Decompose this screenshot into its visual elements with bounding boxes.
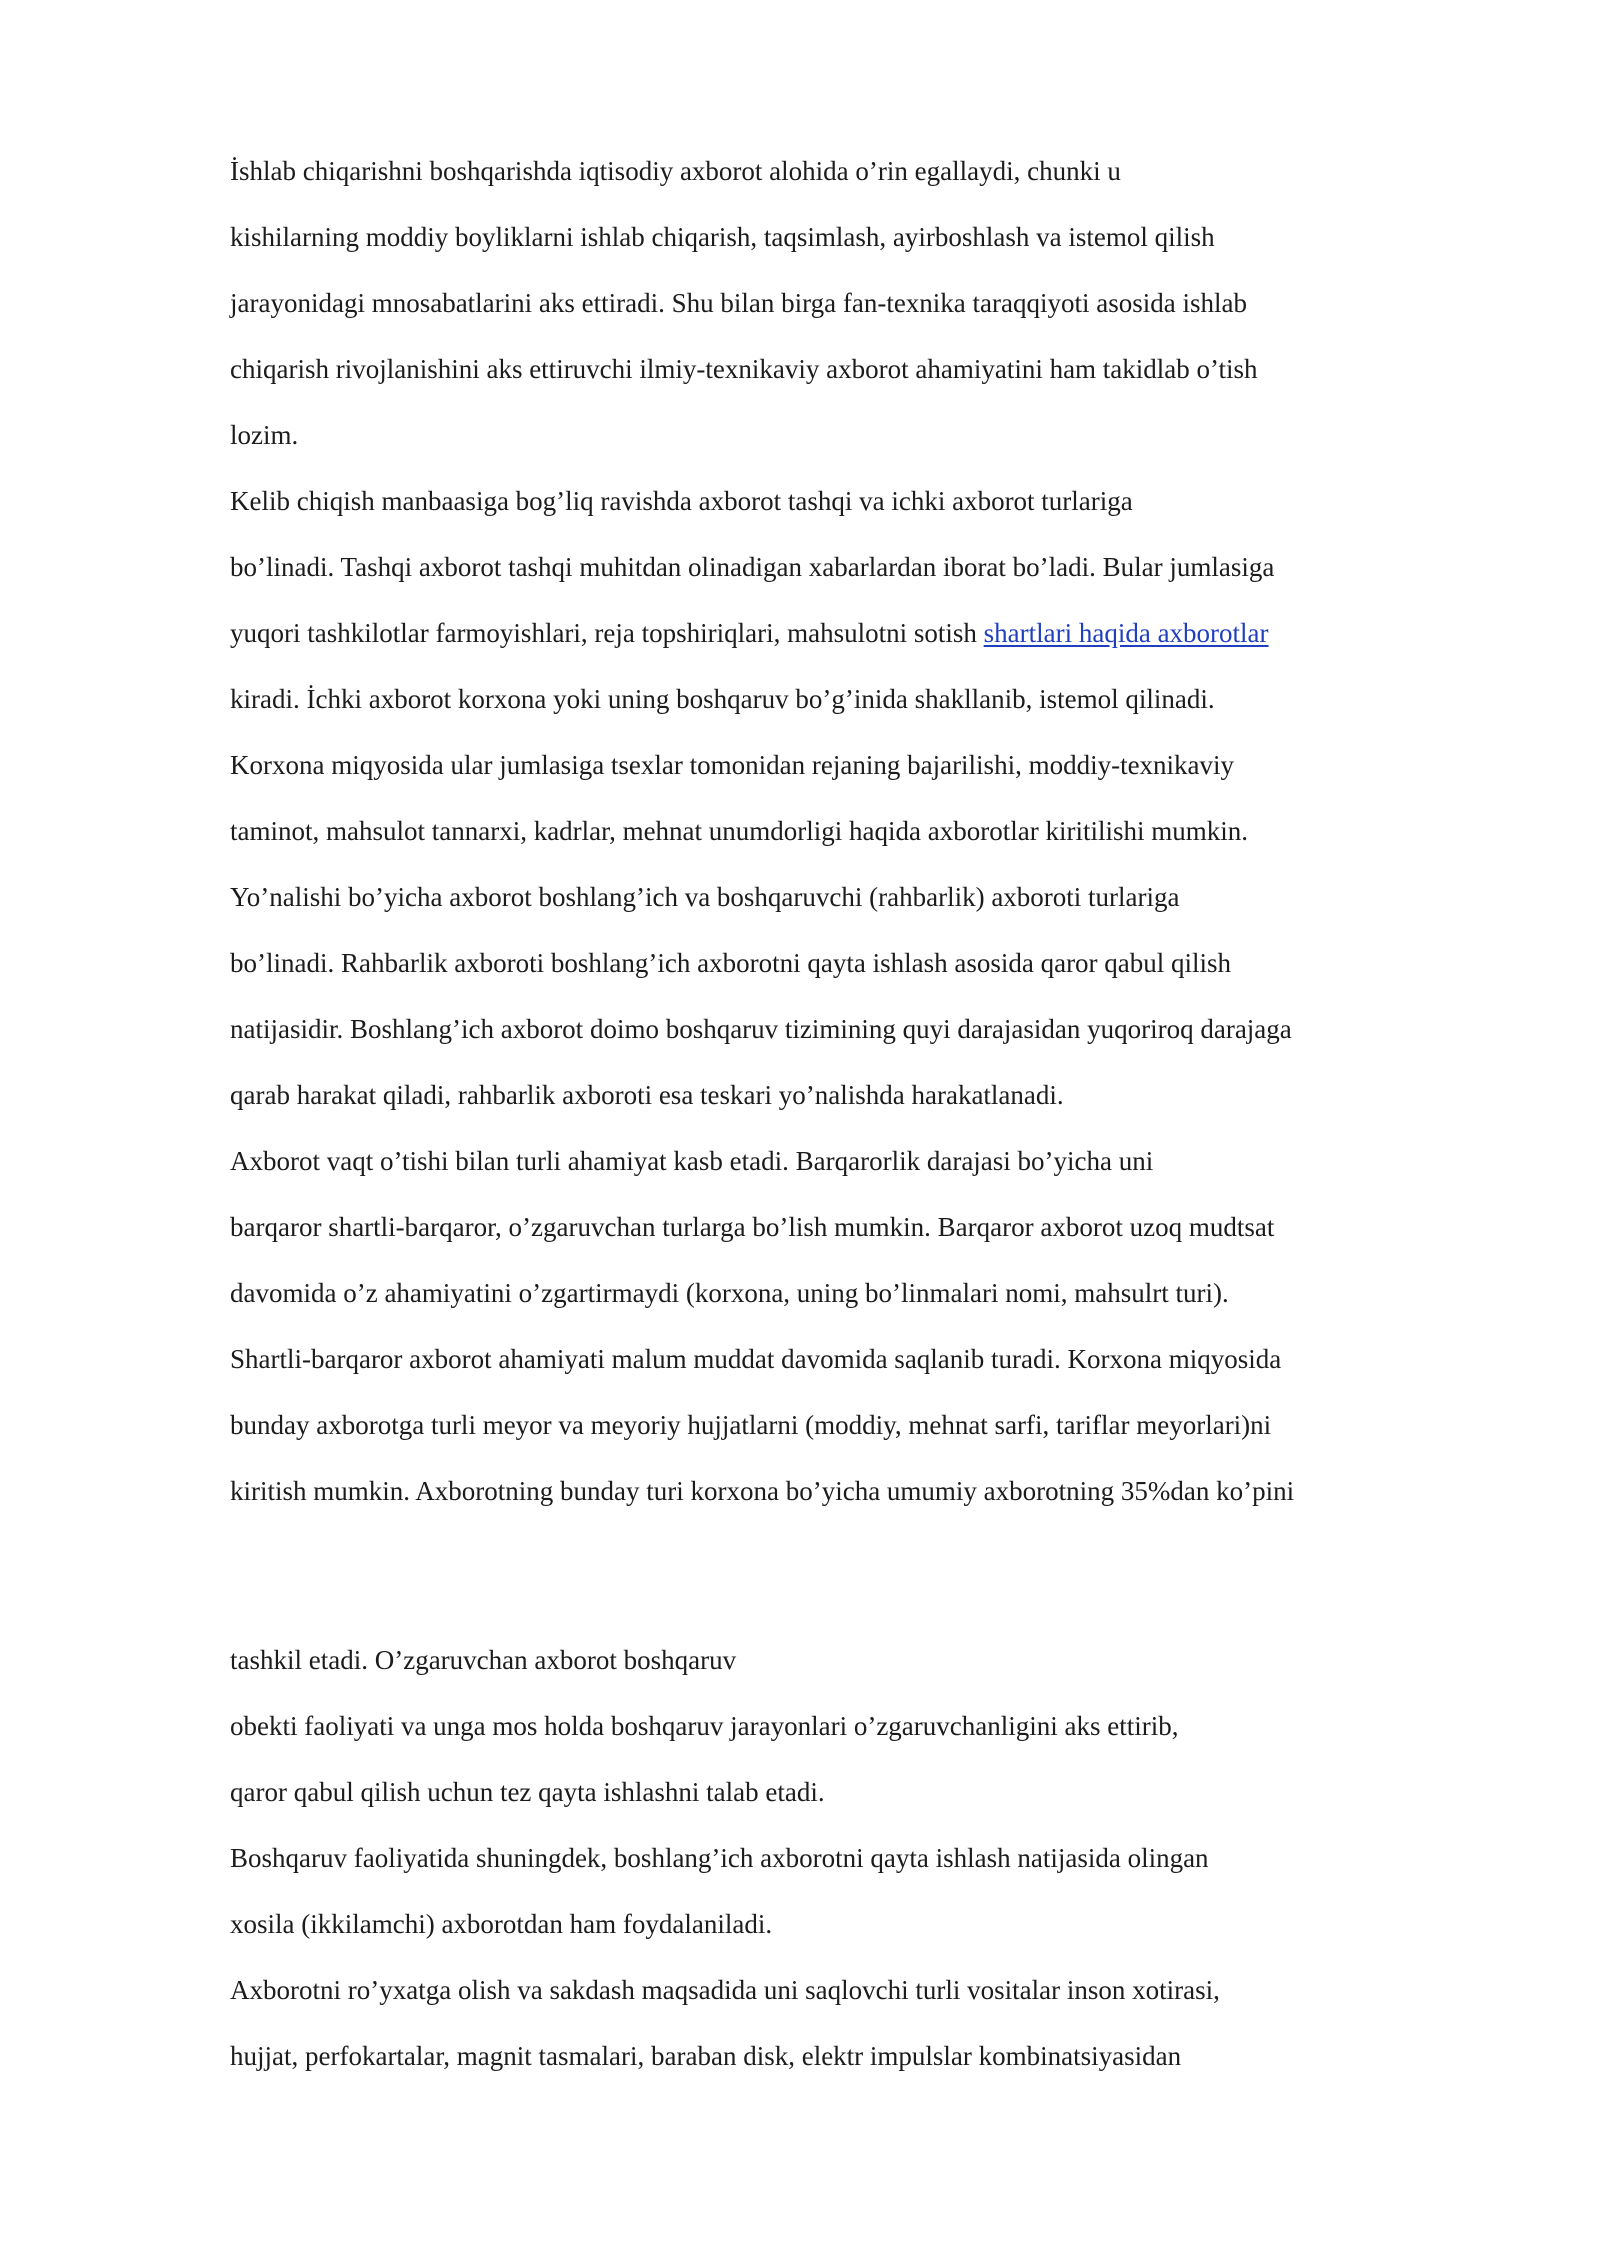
text-line: kiradi. İchki axborot korxona yoki uning boshqaruv bo’g’inida shakllanib, istemol qilinadi. <box>230 684 1215 714</box>
text-line: Kelib chiqish manbaasiga bog’liq ravishda axborot tashqi va ichki axborot turlariga <box>230 486 1133 516</box>
text-line: Boshqaruv faoliyatida shuningdek, boshlang’ich axborotni qayta ishlash natijasida olingan <box>230 1843 1209 1873</box>
text-line: lozim. <box>230 420 299 450</box>
text-line: bunday axborotga turli meyor va meyoriy hujjatlarni (moddiy, mehnat sarfi, tariflar meyorlari)ni <box>230 1410 1272 1440</box>
text-segment: yuqori tashkilotlar farmoyishlari, reja topshiriqlari, mahsulotni sotish <box>230 618 984 648</box>
text-line: qarab harakat qiladi, rahbarlik axboroti esa teskari yo’nalishda harakatlanadi. <box>230 1080 1064 1110</box>
text-line: bo’linadi. Rahbarlik axboroti boshlang’ich axborotni qayta ishlash asosida qaror qabul qilish <box>230 948 1232 978</box>
text-line: hujjat, perfokartalar, magnit tasmalari, baraban disk, elektr impulslar kombinatsiyasidan <box>230 2041 1182 2071</box>
text-line: tashkil etadi. O’zgaruvchan axborot boshqaruv <box>230 1645 737 1675</box>
text-line: davomida o’z ahamiyatini o’zgartirmaydi (korxona, uning bo’linmalari nomi, mahsulrt turi). <box>230 1278 1229 1308</box>
text-line-with-link <box>230 616 1269 650</box>
shartlar-link[interactable]: shartlari haqida axborotlar <box>983 618 1269 648</box>
text-line: jarayonidagi mnosabatlarini aks ettiradi. Shu bilan birga fan-texnika taraqqiyoti asosida ishlab <box>230 288 1247 318</box>
text-line: Axborotni ro’yxatga olish va sakdash maqsadida uni saqlovchi turli vositalar inson xotirasi, <box>230 1975 1220 2005</box>
text-line: natijasidir. Boshlang’ich axborot doimo boshqaruv tizimining quyi darajasidan yuqoriroq darajaga <box>230 1014 1292 1044</box>
text-line: bo’linadi. Tashqi axborot tashqi muhitdan olinadigan xabarlardan iborat bo’ladi. Bular jumlasiga <box>230 552 1275 582</box>
text-line: qaror qabul qilish uchun tez qayta ishlashni talab etadi. <box>230 1777 825 1807</box>
text-line: Korxona miqyosida ular jumlasiga tsexlar tomonidan rejaning bajarilishi, moddiy-texnikaviy <box>230 750 1235 780</box>
text-line: kiritish mumkin. Axborotning bunday turi korxona bo’yicha umumiy axborotning 35%dan ko’pini <box>230 1476 1295 1506</box>
text-line: chiqarish rivojlanishini aks ettiruvchi ilmiy-texnikaviy axborot ahamiyatini ham takidlab o’tish <box>230 354 1258 384</box>
text-line: obekti faoliyati va unga mos holda boshqaruv jarayonlari o’zgaruvchanligini aks ettirib, <box>230 1711 1179 1741</box>
text-line: Shartli-barqaror axborot ahamiyati malum muddat davomida saqlanib turadi. Korxona miqyosida <box>230 1344 1282 1374</box>
text-line: barqaror shartli-barqaror, o’zgaruvchan turlarga bo’lish mumkin. Barqaror axborot uzoq mudtsat <box>230 1212 1275 1242</box>
text-line: Axborot vaqt o’tishi bilan turli ahamiyat kasb etadi. Barqarorlik darajasi bo’yicha uni <box>230 1146 1154 1176</box>
text-line: Yo’nalishi bo’yicha axborot boshlang’ich va boshqaruvchi (rahbarlik) axboroti turlariga <box>230 882 1180 912</box>
text-line: taminot, mahsulot tannarxi, kadrlar, mehnat unumdorligi haqida axborotlar kiritilishi mumkin. <box>230 816 1248 846</box>
text-line: xosila (ikkilamchi) axborotdan ham foydalaniladi. <box>230 1909 773 1939</box>
text-line: İshlab chiqarishni boshqarishda iqtisodiy axborot alohida o’rin egallaydi, chunki u <box>230 156 1121 186</box>
text-line: kishilarning moddiy boyliklarni ishlab chiqarish, taqsimlash, ayirboshlash va istemol qilish <box>230 222 1215 252</box>
